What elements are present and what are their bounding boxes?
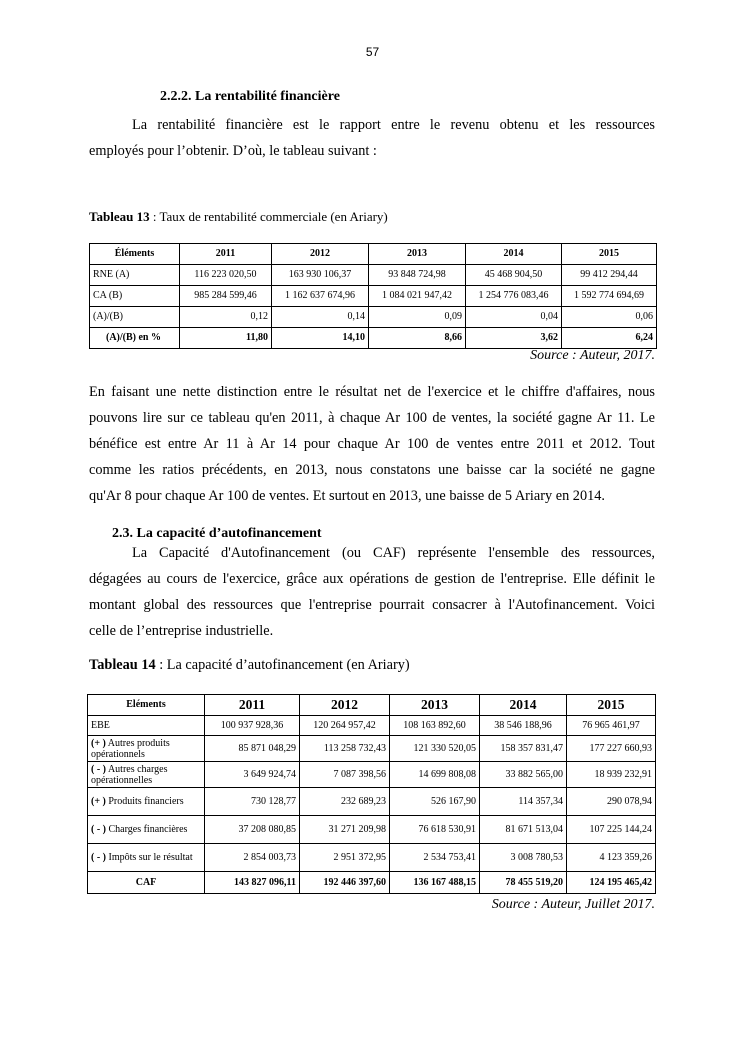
row-label xyxy=(88,736,205,762)
cell-value: 177 227 660,93 xyxy=(567,736,656,762)
row-label xyxy=(88,788,205,816)
table14-header-cell: 2012 xyxy=(300,695,390,716)
cell-value: 78 455 519,20 xyxy=(480,872,567,894)
cell-value: 31 271 209,98 xyxy=(300,816,390,844)
para-line: pouvons lire sur ce tableau qu'en 2011, à chaque Ar 100 de ventes, la société gagne Ar 11. Le xyxy=(89,410,655,426)
cell-value: 0,12 xyxy=(180,307,272,328)
cell-value: 2 534 753,41 xyxy=(390,844,480,872)
cell-value: 526 167,90 xyxy=(390,788,480,816)
table14-header-cell: 2015 xyxy=(567,695,656,716)
cell-value: 290 078,94 xyxy=(567,788,656,816)
cell-value: 1 162 637 674,96 xyxy=(272,286,369,307)
table14-header-cell: 2011 xyxy=(205,695,300,716)
cell-value: 120 264 957,42 xyxy=(300,716,390,736)
cell-value: 99 412 294,44 xyxy=(562,265,657,286)
cell-value: 100 937 928,36 xyxy=(205,716,300,736)
row-label: (A)/(B) xyxy=(90,307,180,328)
cell-value: 0,14 xyxy=(272,307,369,328)
cell-value: 0,06 xyxy=(562,307,657,328)
table13-caption-label: Tableau 13 xyxy=(89,209,150,224)
table13-header-cell: Éléments xyxy=(90,244,180,265)
cell-value: 0,04 xyxy=(466,307,562,328)
cell-value: 45 468 904,50 xyxy=(466,265,562,286)
cell-value: 3 649 924,74 xyxy=(205,762,300,788)
cell-value: 7 087 398,56 xyxy=(300,762,390,788)
row-sign: ( - ) xyxy=(91,763,106,775)
cell-value: 1 084 021 947,42 xyxy=(369,286,466,307)
row-label-text: Charges financières xyxy=(106,824,188,835)
para-line: celle de l’entreprise industrielle. xyxy=(89,623,274,639)
page-number: 57 xyxy=(365,45,380,59)
cell-value: 8,66 xyxy=(369,328,466,349)
cell-value: 113 258 732,43 xyxy=(300,736,390,762)
table-row xyxy=(88,736,656,762)
cell-value: 2 951 372,95 xyxy=(300,844,390,872)
section2-paragraph xyxy=(89,540,655,644)
cell-value: 93 848 724,98 xyxy=(369,265,466,286)
row-label-text: Produits financiers xyxy=(105,796,184,807)
cell-value: 730 128,77 xyxy=(205,788,300,816)
cell-value: 6,24 xyxy=(562,328,657,349)
row-sign: ( - ) xyxy=(91,852,106,863)
para-line: comme les ratios précédents, en 2013, nous constatons une baisse car la société ne gagne xyxy=(89,462,655,478)
table-row xyxy=(88,716,656,736)
row-sign: (+ ) xyxy=(91,737,106,749)
table13-header-cell: 2011 xyxy=(180,244,272,265)
row-sign: ( - ) xyxy=(91,824,106,835)
cell-value: 107 225 144,24 xyxy=(567,816,656,844)
table-row xyxy=(88,844,656,872)
para-line: La Capacité d'Autofinancement (ou CAF) représente l'ensemble des ressources, xyxy=(132,545,655,561)
cell-value: 3,62 xyxy=(466,328,562,349)
table-row xyxy=(90,328,657,349)
cell-value: 14,10 xyxy=(272,328,369,349)
row-sign: (+ ) xyxy=(91,796,106,807)
cell-value: 136 167 488,15 xyxy=(390,872,480,894)
para-line: qu'Ar 8 pour chaque Ar 100 de ventes. Et surtout en 2013, une baisse de 5 Ariary en 2014. xyxy=(89,488,605,504)
table13 xyxy=(89,243,657,349)
cell-value: 985 284 599,46 xyxy=(180,286,272,307)
table14-header-cell: 2014 xyxy=(480,695,567,716)
para-line: bénéfice est entre Ar 11 à Ar 14 pour chaque Ar 100 de ventes entre 2011 et 2012. Tout xyxy=(89,436,655,452)
table14-caption-text: : La capacité d’autofinancement (en Ariary) xyxy=(155,657,410,673)
table14 xyxy=(87,694,656,894)
cell-value: 76 618 530,91 xyxy=(390,816,480,844)
row-label-text: Autres produits opérationnels xyxy=(91,737,170,760)
row-label: RNE (A) xyxy=(90,265,180,286)
row-label: CA (B) xyxy=(90,286,180,307)
cell-value: 38 546 188,96 xyxy=(480,716,567,736)
table14-caption xyxy=(89,657,410,674)
row-label: EBE xyxy=(88,716,205,736)
table-row xyxy=(90,286,657,307)
table14-source: Source : Auteur, Juillet 2017. xyxy=(491,897,655,912)
table13-header-cell: 2012 xyxy=(272,244,369,265)
cell-value: 11,80 xyxy=(180,328,272,349)
para-line: En faisant une nette distinction entre le résultat net de l'exercice et le chiffre d'affaires, nous xyxy=(89,384,655,400)
table-row xyxy=(90,307,657,328)
para-line: dégagées au cours de l'exercice, grâce aux opérations de gestion de l'entreprise. Elle définit le xyxy=(89,571,655,587)
table13-header-cell: 2014 xyxy=(466,244,562,265)
cell-value: 37 208 080,85 xyxy=(205,816,300,844)
row-label: (A)/(B) en % xyxy=(90,328,180,349)
table-row xyxy=(88,788,656,816)
cell-value: 33 882 565,00 xyxy=(480,762,567,788)
cell-value: 85 871 048,29 xyxy=(205,736,300,762)
cell-value: 143 827 096,11 xyxy=(205,872,300,894)
table-row xyxy=(88,816,656,844)
cell-value: 158 357 831,47 xyxy=(480,736,567,762)
section-title-rentabilite: 2.2.2. La rentabilité financière xyxy=(160,89,340,104)
analysis-paragraph xyxy=(89,379,655,509)
para-line: employés pour l’obtenir. D’où, le tableau suivant : xyxy=(89,143,377,159)
table13-caption xyxy=(89,209,388,225)
cell-value: 108 163 892,60 xyxy=(390,716,480,736)
row-label xyxy=(88,816,205,844)
table13-header-row xyxy=(90,244,657,265)
para-line: La rentabilité financière est le rapport entre le revenu obtenu et les ressources xyxy=(132,117,655,133)
table14-caption-label: Tableau 14 xyxy=(89,657,156,673)
cell-value: 232 689,23 xyxy=(300,788,390,816)
cell-value: 124 195 465,42 xyxy=(567,872,656,894)
cell-value: 1 254 776 083,46 xyxy=(466,286,562,307)
row-label: CAF xyxy=(88,872,205,894)
cell-value: 0,09 xyxy=(369,307,466,328)
table-row xyxy=(90,265,657,286)
table14-header-row xyxy=(88,695,656,716)
cell-value: 14 699 808,08 xyxy=(390,762,480,788)
table-row xyxy=(88,872,656,894)
cell-value: 1 592 774 694,69 xyxy=(562,286,657,307)
cell-value: 76 965 461,97 xyxy=(567,716,656,736)
table13-header-cell: 2015 xyxy=(562,244,657,265)
table-row xyxy=(88,762,656,788)
table14-header-cell: 2013 xyxy=(390,695,480,716)
cell-value: 114 357,34 xyxy=(480,788,567,816)
cell-value: 163 930 106,37 xyxy=(272,265,369,286)
cell-value: 3 008 780,53 xyxy=(480,844,567,872)
table13-caption-text: : Taux de rentabilité commerciale (en Ariary) xyxy=(149,209,388,224)
cell-value: 18 939 232,91 xyxy=(567,762,656,788)
row-label xyxy=(88,844,205,872)
row-label xyxy=(88,762,205,788)
section-title-caf: 2.3. La capacité d’autofinancement xyxy=(112,526,322,541)
cell-value: 4 123 359,26 xyxy=(567,844,656,872)
section1-paragraph xyxy=(89,112,655,164)
cell-value: 81 671 513,04 xyxy=(480,816,567,844)
cell-value: 121 330 520,05 xyxy=(390,736,480,762)
cell-value: 116 223 020,50 xyxy=(180,265,272,286)
para-line: montant global des ressources que l'entreprise pourrait consacrer à l'Autofinancement. Voici xyxy=(89,597,655,613)
row-label-text: Impôts sur le résultat xyxy=(106,852,193,863)
table14-header-cell: Eléments xyxy=(88,695,205,716)
row-label-text: Autres charges opérationnelles xyxy=(91,763,168,786)
table13-header-cell: 2013 xyxy=(369,244,466,265)
table13-source: Source : Auteur, 2017. xyxy=(530,348,655,363)
cell-value: 192 446 397,60 xyxy=(300,872,390,894)
cell-value: 2 854 003,73 xyxy=(205,844,300,872)
